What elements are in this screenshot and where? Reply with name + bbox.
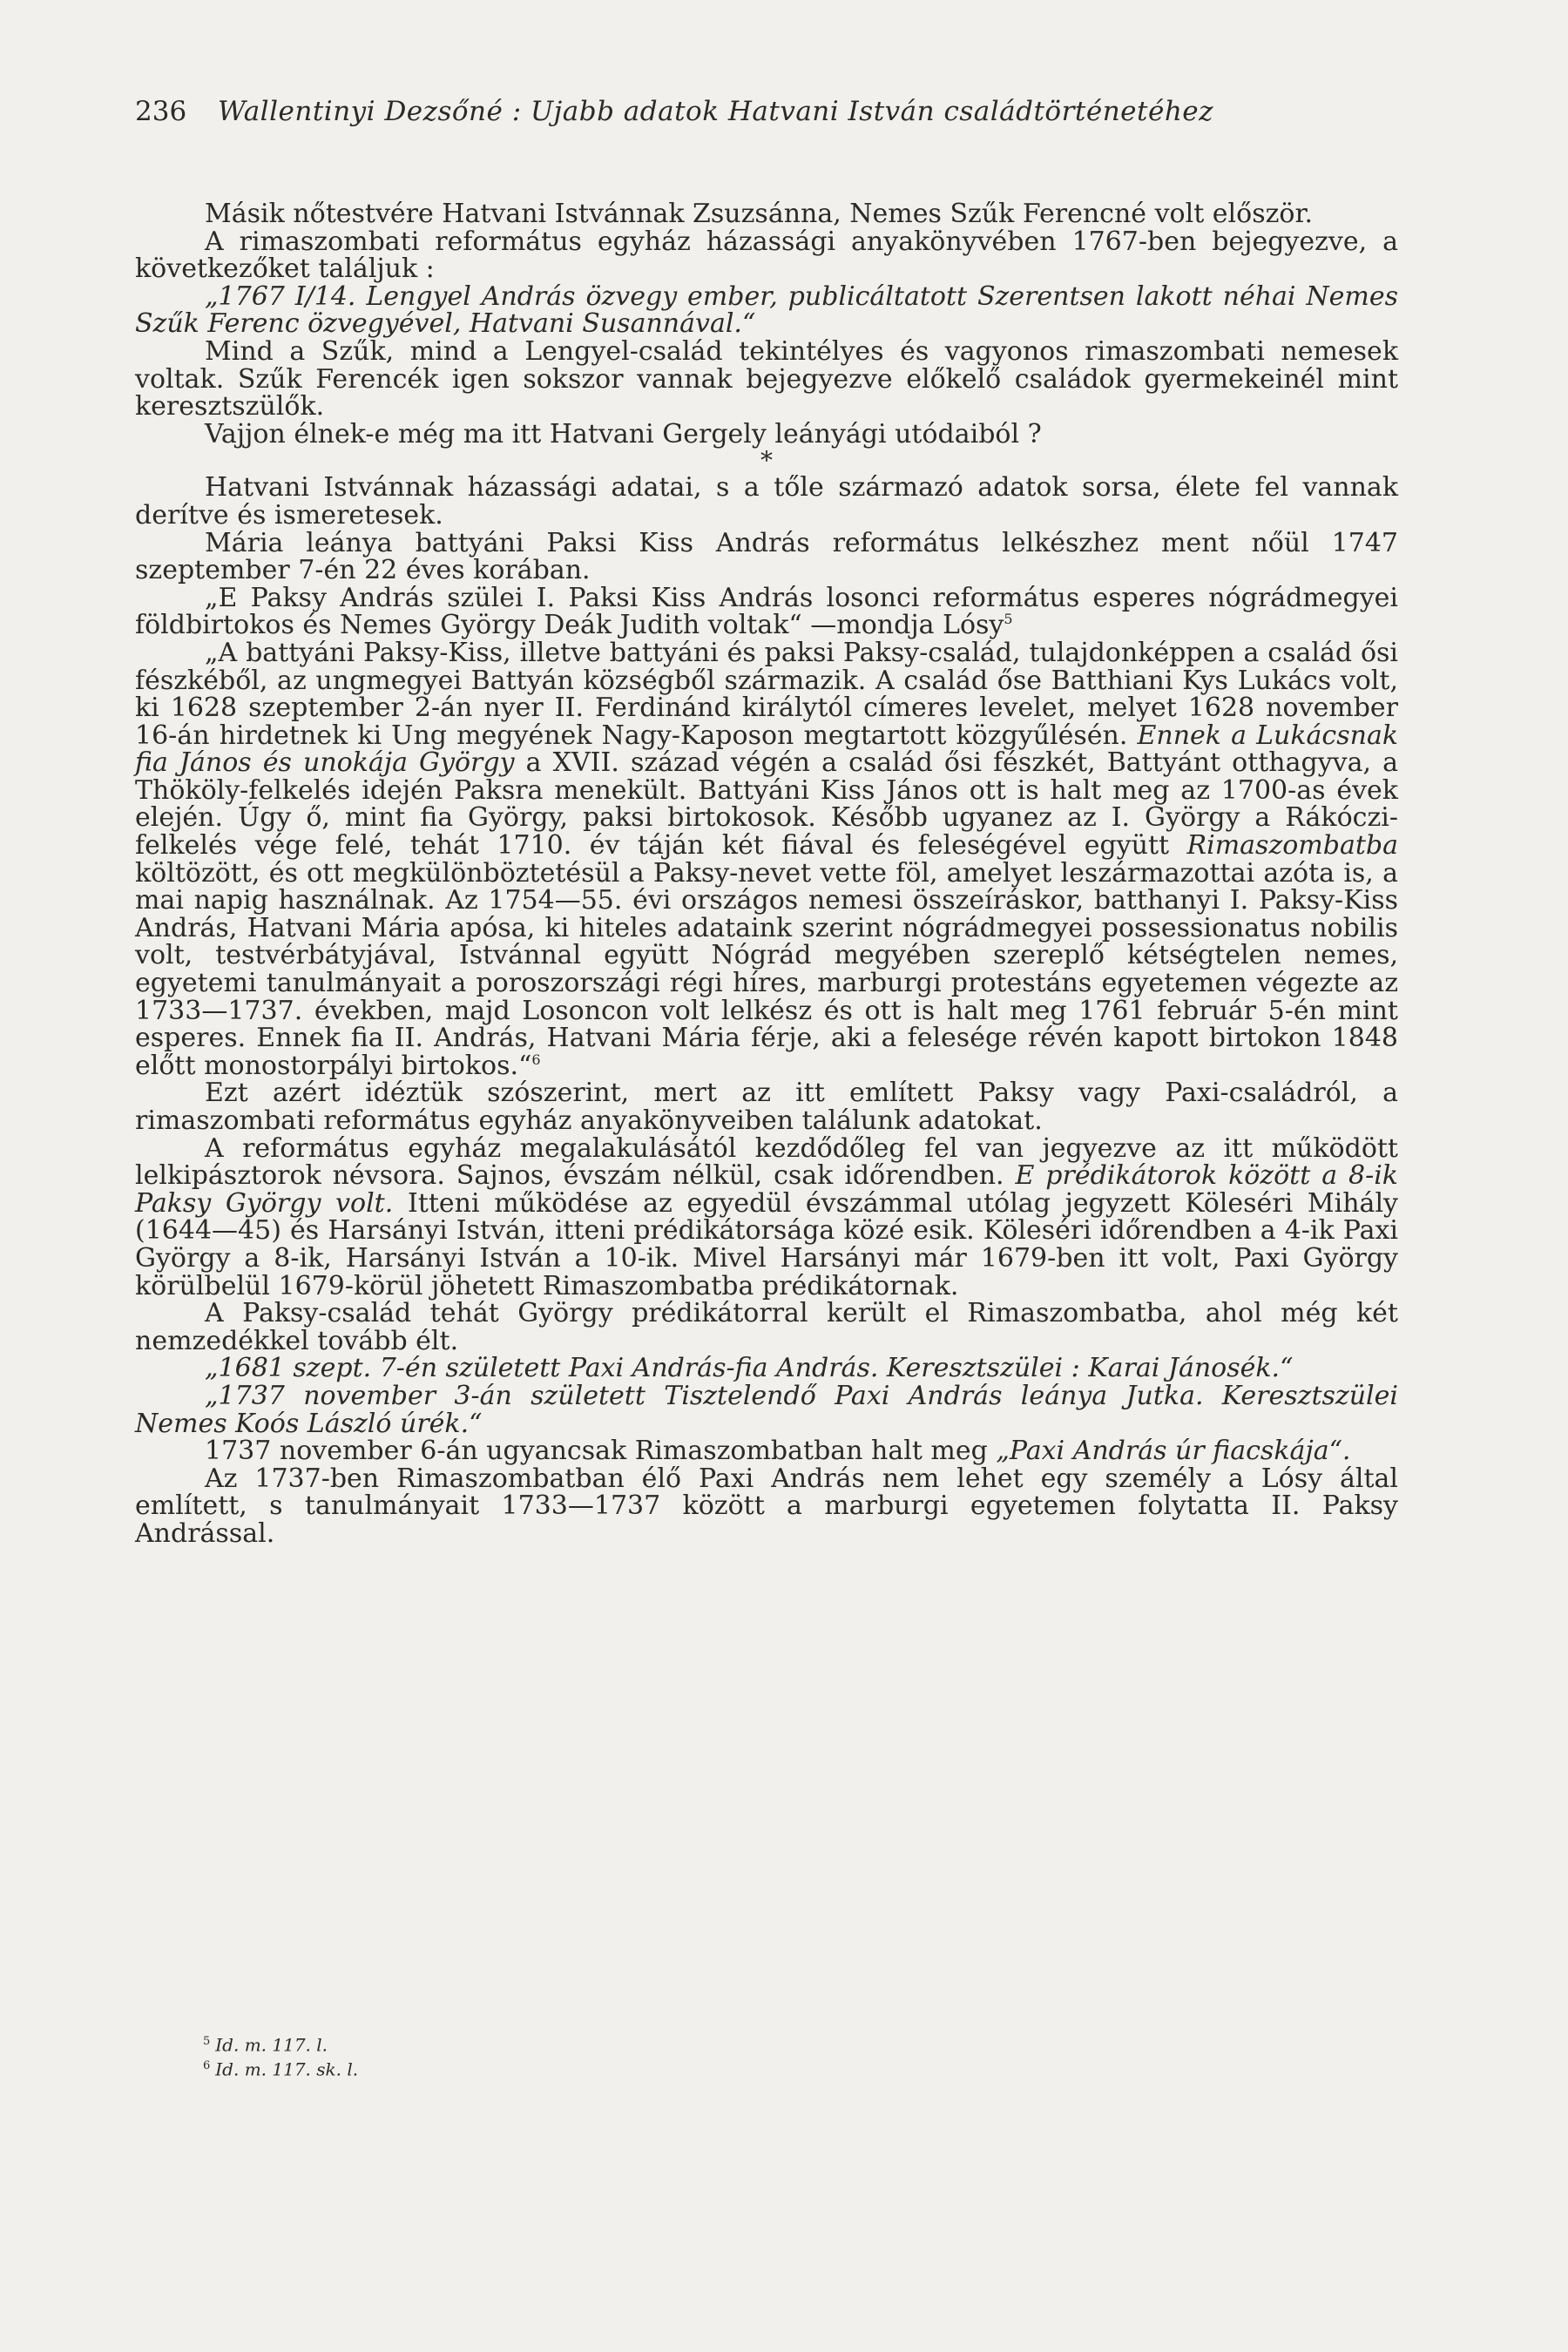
page-header [135,94,1398,129]
italic-text: E prédikátorok között a 8-ik Paksy György volt. [135,1160,1398,1219]
paragraph: A rimaszombati református egyház házassági anyakönyvében 1767-ben bejegyezve, a következőket találjuk : [135,226,1398,285]
register-quote: „1767 I/14. Lengyel András özvegy ember, publicáltatott Szerentsen lakott néhai Nemes Szűk Ferenc özvegyével, Hatvani Susannával.“ [135,280,1398,340]
footnote [203,2056,813,2080]
section-separator: * [760,446,773,476]
footnotes [203,2031,813,2079]
footnote [203,2031,813,2056]
footnote-mark: 6 [203,2058,211,2072]
paragraph: Mária leánya battyáni Paksi Kiss András református lelkészhez ment nőül 1747 szeptember 7-én 22 éves korában. [135,527,1398,586]
paragraph: Hatvani Istvánnak házassági adatai, s a tőle származó adatok sorsa, élete fel vannak derítve és ismeretesek. [135,472,1398,531]
footnote-text: Id. m. 117. l. [215,2034,328,2056]
italic-text: Rimaszombatba [1186,830,1398,862]
long-quote [135,639,1398,1080]
register-quote: „1681 szept. 7-én született Paxi András-fia András. Keresztszülei : Karai Jánosék.“ [205,1353,1294,1384]
paragraph: Másik nőtestvére Hatvani Istvánnak Zsuzsánna, Nemes Szűk Ferencné volt először. [205,199,1314,229]
footnote-ref: 6 [531,1051,541,1068]
paragraph [135,1437,1398,1465]
paragraph: Vajjon élnek-e még ma itt Hatvani Gergely leányági utódaiból ? [205,418,1042,449]
running-title: Wallentinyi Dezsőné : Ujabb adatok Hatvani István családtörténetéhez [218,96,1213,127]
quote-text: a XVII. század végén a család ősi fészkét, Battyánt otthagyva, a Thököly-felkelés idején Paksra menekült. Battyáni Kiss János ott is halt meg az 1700-as évek elején. Úgy ő, mint fia György, paksi birtokosok. Később ugyanez az I. György a Rákóczi-felkelés vége felé, tehát 1710. év táján két fiával és feleségével együtt [135,747,1398,862]
paragraph-text: A református egyház megalakulásától kezdődőleg fel van jegyezve az itt működött lelkipásztorok névsora. Sajnos, évszám nélkül, csak időrendben. [135,1132,1398,1192]
footnote-ref: 5 [1004,611,1013,628]
paragraph [135,1132,1398,1301]
paragraph: Az 1737-ben Rimaszombatban élő Paxi András nem lehet egy személy a Lósy által említett, s tanulmányait 1733—1737 között a marburgi egyetemen folytatta II. Paksy Andrással. [135,1463,1398,1549]
body-text [135,200,1398,1548]
paragraph: Ezt azért idéztük szószerint, mert az itt említett Paksy vagy Paxi-családról, a rimaszombati református egyház anyakönyveiben találunk adatokat. [135,1078,1398,1136]
italic-text: Ennek a Lukácsnak fia János és unokája György [135,720,1399,779]
paragraph: A Paksy-család tehát György prédikátorral került el Rimaszombatba, ahol még két nemzedékkel tovább élt. [135,1298,1398,1356]
quote-text: „A battyáni Paksy-Kiss, illetve battyáni és paksi Paksy-család, tulajdonképpen a család ősi fészkéből, az ungmegyei Battyán községből származik. A család őse Batthiani Kys Lukács volt, ki 1628 szeptember 2-án nyer II. Ferdinánd királytól címeres levelet, melyet 1628 november 16-án hirdetnek ki Ung megyének Nagy-Kaposon megtartott közgyűlésén. [135,637,1398,751]
paragraph-text: 1737 november 6-án ugyancsak Rimaszombatban halt meg [205,1436,988,1467]
footnote-mark: 5 [203,2035,211,2048]
quote-text: „E Paksy András szülei I. Paksi Kiss András losonci református esperes nógrádmegyei földbirtokos és Nemes György Deák Judith voltak“ —mondja Lósy [135,582,1398,641]
paragraph [135,582,1398,641]
register-quote: „1737 november 3-án született Tisztelendő Paxi András leánya Jutka. Keresztszülei Nemes Koós László úrék.“ [135,1380,1398,1439]
quote-text: költözött, és ott megkülönböztetésül a Paksy-nevet vette föl, amelyet leszármazottai azóta is, a mai napig használnak. Az 1754—55. évi országos nemesi összeíráskor, batthanyi I. Paksy-Kiss András, Hatvani Mária apósa, ki hiteles adataink szerint nógrádmegyei possessionatus nobilis volt, testvérbátyjával, Istvánnal együtt Nógrád megyében szereplő kétségtelen nemes, egyetemi tanulmányait a poroszországi régi híres, marburgi protestáns egyetemen végezte az 1733—1737. években, majd Losoncon volt lelkész és ott is halt meg 1761 február 5-én mint esperes. Ennek fia II. András, Hatvani Mária férje, aki a felesége révén kapott birtokon 1848 előtt monostorpályi birtokos.“ [135,857,1398,1081]
italic-text: „Paxi András úr fiacskája“. [996,1436,1351,1467]
footnote-text: Id. m. 117. sk. l. [215,2058,359,2080]
page-number: 236 [135,96,187,127]
paragraph: Mind a Szűk, mind a Lengyel-család tekintélyes és vagyonos rimaszombati nemesek voltak. Szűk Ferencék igen sokszor vannak bejegyezve előkelő családok gyermekeinél mint keresztszülők. [135,335,1398,422]
paragraph-text: Itteni működése az egyedül évszámmal utólag jegyzett Köleséri Mihály (1644—45) és Harsányi István, itteni prédikátorsága közé esik. Köleséri időrendben a 4-ik Paxi György a 8-ik, Harsányi István a 10-ik. Mivel Harsányi már 1679-ben itt volt, Paxi György körülbelül 1679-körül jöhetett Rimaszombatba prédikátornak. [135,1187,1398,1301]
